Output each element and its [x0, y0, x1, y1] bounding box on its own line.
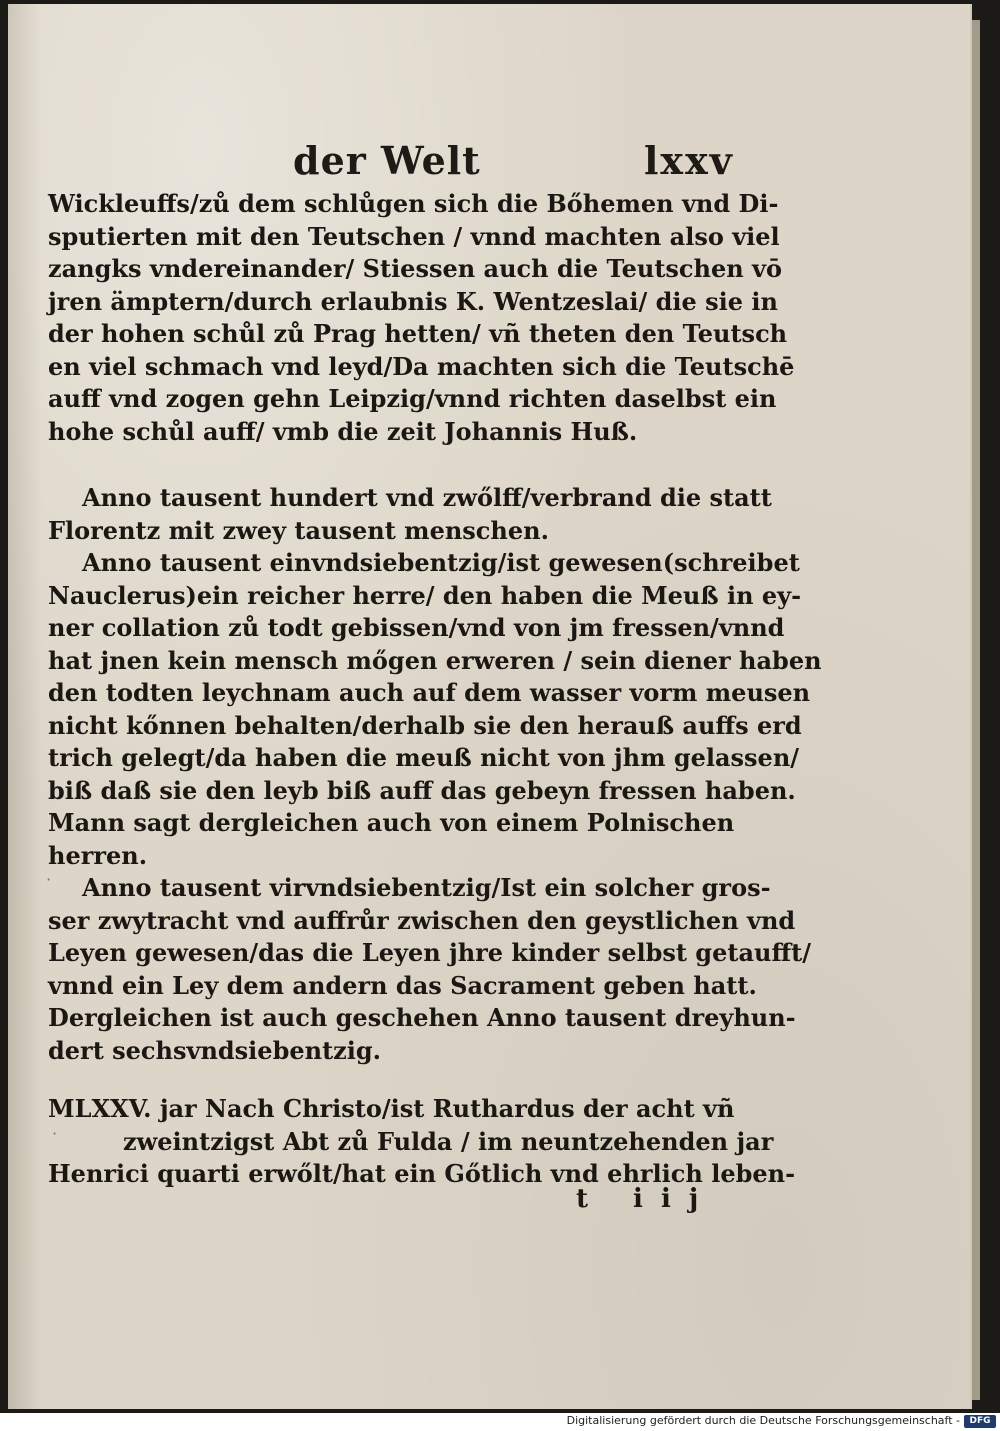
marginal-mark: · — [46, 870, 52, 889]
text-block-3 — [48, 1093, 796, 1191]
text-line: dert sechsvndsiebentzig. — [48, 1035, 382, 1065]
text-line: vnnd ein Ley dem andern das Sacrament geben hatt. — [48, 970, 757, 1000]
folio-number: lxxv — [644, 138, 734, 183]
text-line: der hohen schůl zů Prag hetten/ vñ theten den Teutsch — [48, 319, 788, 348]
text-line: Florentz mit zwey tausent menschen. — [48, 515, 549, 545]
footer-credit: Digitalisierung gefördert durch die Deutsche Forschungsgemeinschaft - — [566, 1414, 960, 1427]
text-line: trich gelegt/da haben die meuß nicht von jhm gelassen/ — [48, 743, 800, 772]
text-block-1 — [48, 188, 795, 448]
footer-banner — [0, 1413, 1000, 1431]
text-line: Anno tausent einvndsiebentzig/ist gewesen(schreibet — [82, 548, 800, 577]
dfg-logo: DFG — [964, 1415, 996, 1428]
text-line: hat jnen kein mensch mőgen erweren / sein diener haben — [48, 645, 822, 675]
text-line: ner collation zů todt gebissen/vnd von jm fressen/vnnd — [48, 613, 785, 642]
text-line: sputierten mit den Teutschen / vnnd machten also viel — [48, 221, 780, 251]
page-edge — [972, 20, 980, 1400]
text-line: zangks vndereinander/ Stiessen auch die Teutschen vō — [48, 254, 783, 283]
text-line: Anno tausent hundert vnd zwőlff/verbrand die statt — [82, 483, 772, 512]
text-line: zweintzigst Abt zů Fulda / im neuntzehenden jar — [123, 1126, 774, 1156]
text-line: Wickleuffs/zů dem schlůgen sich die Bőhemen vnd Di- — [48, 189, 779, 218]
text-line: ser zwytracht vnd auffrůr zwischen den geystlichen vnd — [48, 905, 796, 935]
marginal-mark: · — [52, 1124, 58, 1143]
text-block-2 — [48, 482, 822, 1067]
text-line: hohe schůl auff/ vmb die zeit Johannis Huß. — [48, 416, 638, 446]
text-line: Nauclerus)ein reicher herre/ den haben die Meuß in ey- — [48, 580, 802, 610]
text-line: auff vnd zogen gehn Leipzig/vnnd richten daselbst ein — [48, 384, 777, 413]
text-line: biß daß sie den leyb biß auff das gebeyn fressen haben. — [48, 775, 796, 805]
text-line: MLXXV. jar Nach Christo/ist Ruthardus der acht vñ — [48, 1094, 735, 1123]
text-line: nicht kőnnen behalten/derhalb sie den herauß auffs erd — [48, 710, 802, 740]
text-line: Anno tausent virvndsiebentzig/Ist ein solcher gros- — [82, 873, 771, 902]
text-line: den todten leychnam auch auf dem wasser vorm meusen — [48, 678, 811, 707]
text-line: Leyen gewesen/das die Leyen jhre kinder selbst getaufft/ — [48, 938, 811, 967]
text-line: jren ämptern/durch erlaubnis K. Wentzeslai/ die sie in — [48, 286, 778, 316]
running-head-title: der Welt — [293, 138, 481, 183]
text-line: en viel schmach vnd leyd/Da machten sich die Teutschē — [48, 351, 795, 381]
text-line: Henrici quarti erwőlt/hat ein Gőtlich vnd ehrlich leben- — [48, 1159, 796, 1188]
book-page — [8, 4, 972, 1409]
text-line: Dergleichen ist auch geschehen Anno tausent dreyhun- — [48, 1003, 796, 1032]
text-line: herren. — [48, 840, 148, 870]
signature-mark: t iij — [576, 1184, 717, 1214]
text-line: Mann sagt dergleichen auch von einem Polnischen — [48, 808, 735, 837]
